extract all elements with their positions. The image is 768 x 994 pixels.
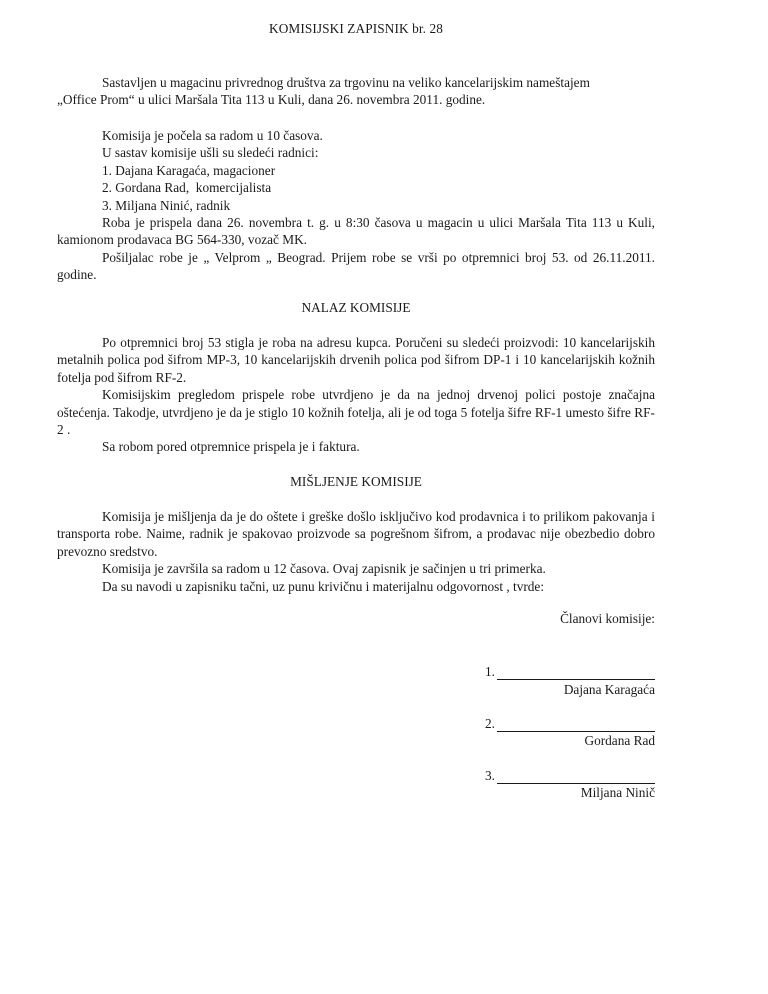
opinion-heading: MIŠLJENJE KOMISIJE (290, 474, 422, 489)
intro-paragraph (57, 74, 655, 109)
signature-number: 1. (485, 664, 495, 679)
signature-line-2 (485, 716, 655, 733)
member-item-2: 2. Gordana Rad, komercijalista (102, 180, 272, 196)
signature-number: 3. (485, 768, 495, 783)
findings-paragraph-3: Sa robom pored otpremnice prispela je i faktura. (102, 439, 360, 455)
opinion-section (57, 508, 655, 595)
document-title: KOMISIJSKI ZAPISNIK br. 28 (269, 21, 443, 36)
opinion-paragraph-1: Komisija je mišljenja da je do oštete i greške došlo isključivo kod prodavnica i to prilikom pakovanja i transporta robe. Naime, radnik je spakovao proizvode sa pogrešnom šifrom, a prodavac nije obezbedio dobro prevozno sredstvo. (57, 509, 655, 559)
findings-paragraph-1: Po otpremnici broj 53 stigla je roba na adresu kupca. Poručeni su sledeći proizvodi: 10 kancelarijskih metalnih polica pod šifrom MP-3, 10 kancelarijskih drvenih polica pod šifrom DP-1 i 10 kancelarijskih kožnih fotelja pod šifrom RF-2. (57, 335, 655, 385)
signature-name-1: Dajana Karagaća (563, 682, 655, 697)
committee-paragraph (57, 127, 655, 284)
findings-heading: NALAZ KOMISIJE (301, 300, 411, 315)
signature-line-3 (485, 768, 655, 785)
signature-rule (497, 679, 655, 680)
sender-text: Pošiljalac robe je „ Velprom „ Beograd. Prijem robe se vrši po otpremnici broj 53. od 26.11.2011. godine. (57, 249, 655, 283)
findings-paragraph-2: Komisijskim pregledom prispele robe utvrdjeno je da na jednoj drvenoj polici postoje značajna oštećenja. Takodje, utvrdjeno je da je stiglo 10 kožnih fotelja, ali je od toga 5 fotelja šifre RF-1 umesto šifre RF-2 . (57, 387, 655, 438)
start-time-text: Komisija je počela sa radom u 10 časova. (102, 128, 323, 143)
signature-rule (497, 783, 655, 784)
signature-line-1 (485, 664, 655, 681)
signature-rule (497, 731, 655, 732)
signature-name-2: Gordana Rad (584, 733, 655, 748)
signature-number: 2. (485, 716, 495, 731)
document-page (57, 0, 655, 994)
signatures-heading: Članovi komisije: (560, 611, 655, 626)
opinion-paragraph-2: Komisija je završila sa radom u 12 časova. Ovaj zapisnik je sačinjen u tri primerka. (102, 561, 546, 577)
intro-line-1: Sastavljen u magacinu privrednog društva za trgovinu na veliko kancelarijskim nameštajem (102, 75, 590, 90)
members-intro-text: U sastav komisije ušli su sledeći radnici: (102, 145, 319, 161)
findings-section (57, 334, 655, 456)
arrival-text: Roba je prispela dana 26. novembra t. g. u 8:30 časova u magacin u ulici Maršala Tita 113 u Kuli, kamionom prodavaca BG 564-330, vozač MK. (57, 215, 655, 248)
opinion-paragraph-3: Da su navodi u zapisniku tačni, uz punu krivičnu i materijalnu odgovornost , tvrde: (102, 578, 545, 594)
member-item-1: 1. Dajana Karagaća, magacioner (102, 162, 276, 178)
member-item-3: 3. Miljana Ninić, radnik (102, 197, 231, 213)
signature-name-3: Miljana Ninič (580, 785, 655, 800)
intro-line-2: „Office Prom“ u ulici Maršala Tita 113 u Kuli, dana 26. novembra 2011. godine. (57, 92, 486, 108)
